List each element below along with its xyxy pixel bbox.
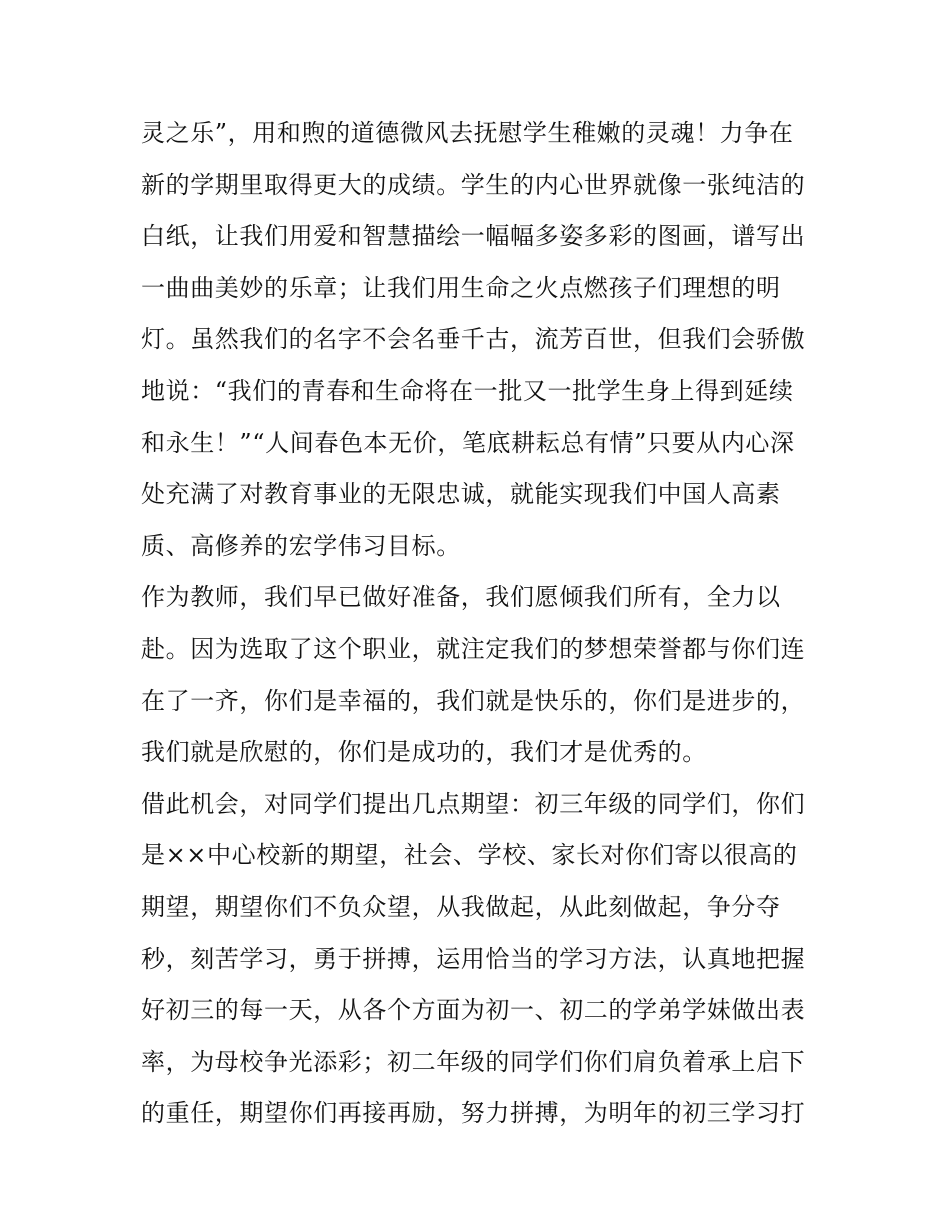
text-line: 质、高修养的宏学伟习目标。 <box>141 531 461 560</box>
text-line: 处充满了对教育事业的无限忠诚，就能实现我们中国人高素 <box>141 480 781 509</box>
text-line: 一曲曲美妙的乐章；让我们用生命之火点燃孩子们理想的明 <box>141 273 781 302</box>
text-line: 灯。虽然我们的名字不会名垂千古，流芳百世，但我们会骄傲 <box>141 325 806 354</box>
text-line: 在了一齐，你们是幸福的，我们就是快乐的，你们是进步的， <box>141 686 806 715</box>
text-line: 借此机会，对同学们提出几点期望：初三年级的同学们，你们 <box>141 789 806 818</box>
text-line: 地说：“我们的青春和生命将在一批又一批学生身上得到延续 <box>141 376 794 405</box>
text-line: 灵之乐”，用和煦的道德微风去抚慰学生稚嫩的灵魂！力争在 <box>141 119 794 147</box>
text-line: 作为教师，我们早已做好准备，我们愿倾我们所有，全力以 <box>141 583 781 612</box>
text-line: 秒，刻苦学习，勇于拼搏，运用恰当的学习方法，认真地把握 <box>141 944 806 973</box>
text-line: 白纸，让我们用爱和智慧描绘一幅幅多姿多彩的图画，谱写出 <box>141 222 806 251</box>
text-line: 期望，期望你们不负众望，从我做起，从此刻做起，争分夺 <box>141 892 781 921</box>
text-line: 新的学期里取得更大的成绩。学生的内心世界就像一张纯洁的 <box>141 170 806 199</box>
text-line: 和永生！”“人间春色本无价，笔底耕耘总有情”只要从内心深 <box>141 428 795 457</box>
text-line: 率，为母校争光添彩；初二年级的同学们你们肩负着承上启下 <box>141 1047 806 1076</box>
text-line: 赴。因为选取了这个职业，就注定我们的梦想荣誉都与你们连 <box>141 634 806 663</box>
text-line: 好初三的每一天，从各个方面为初一、初二的学弟学妹做出表 <box>141 996 806 1025</box>
text-line: 是××中心校新的期望，社会、学校、家长对你们寄以很高的 <box>141 841 798 870</box>
text-line: 的重任，期望你们再接再励，努力拼搏，为明年的初三学习打 <box>141 1099 806 1128</box>
text-line: 我们就是欣慰的，你们是成功的，我们才是优秀的。 <box>141 738 707 767</box>
body-text <box>141 108 821 1140</box>
